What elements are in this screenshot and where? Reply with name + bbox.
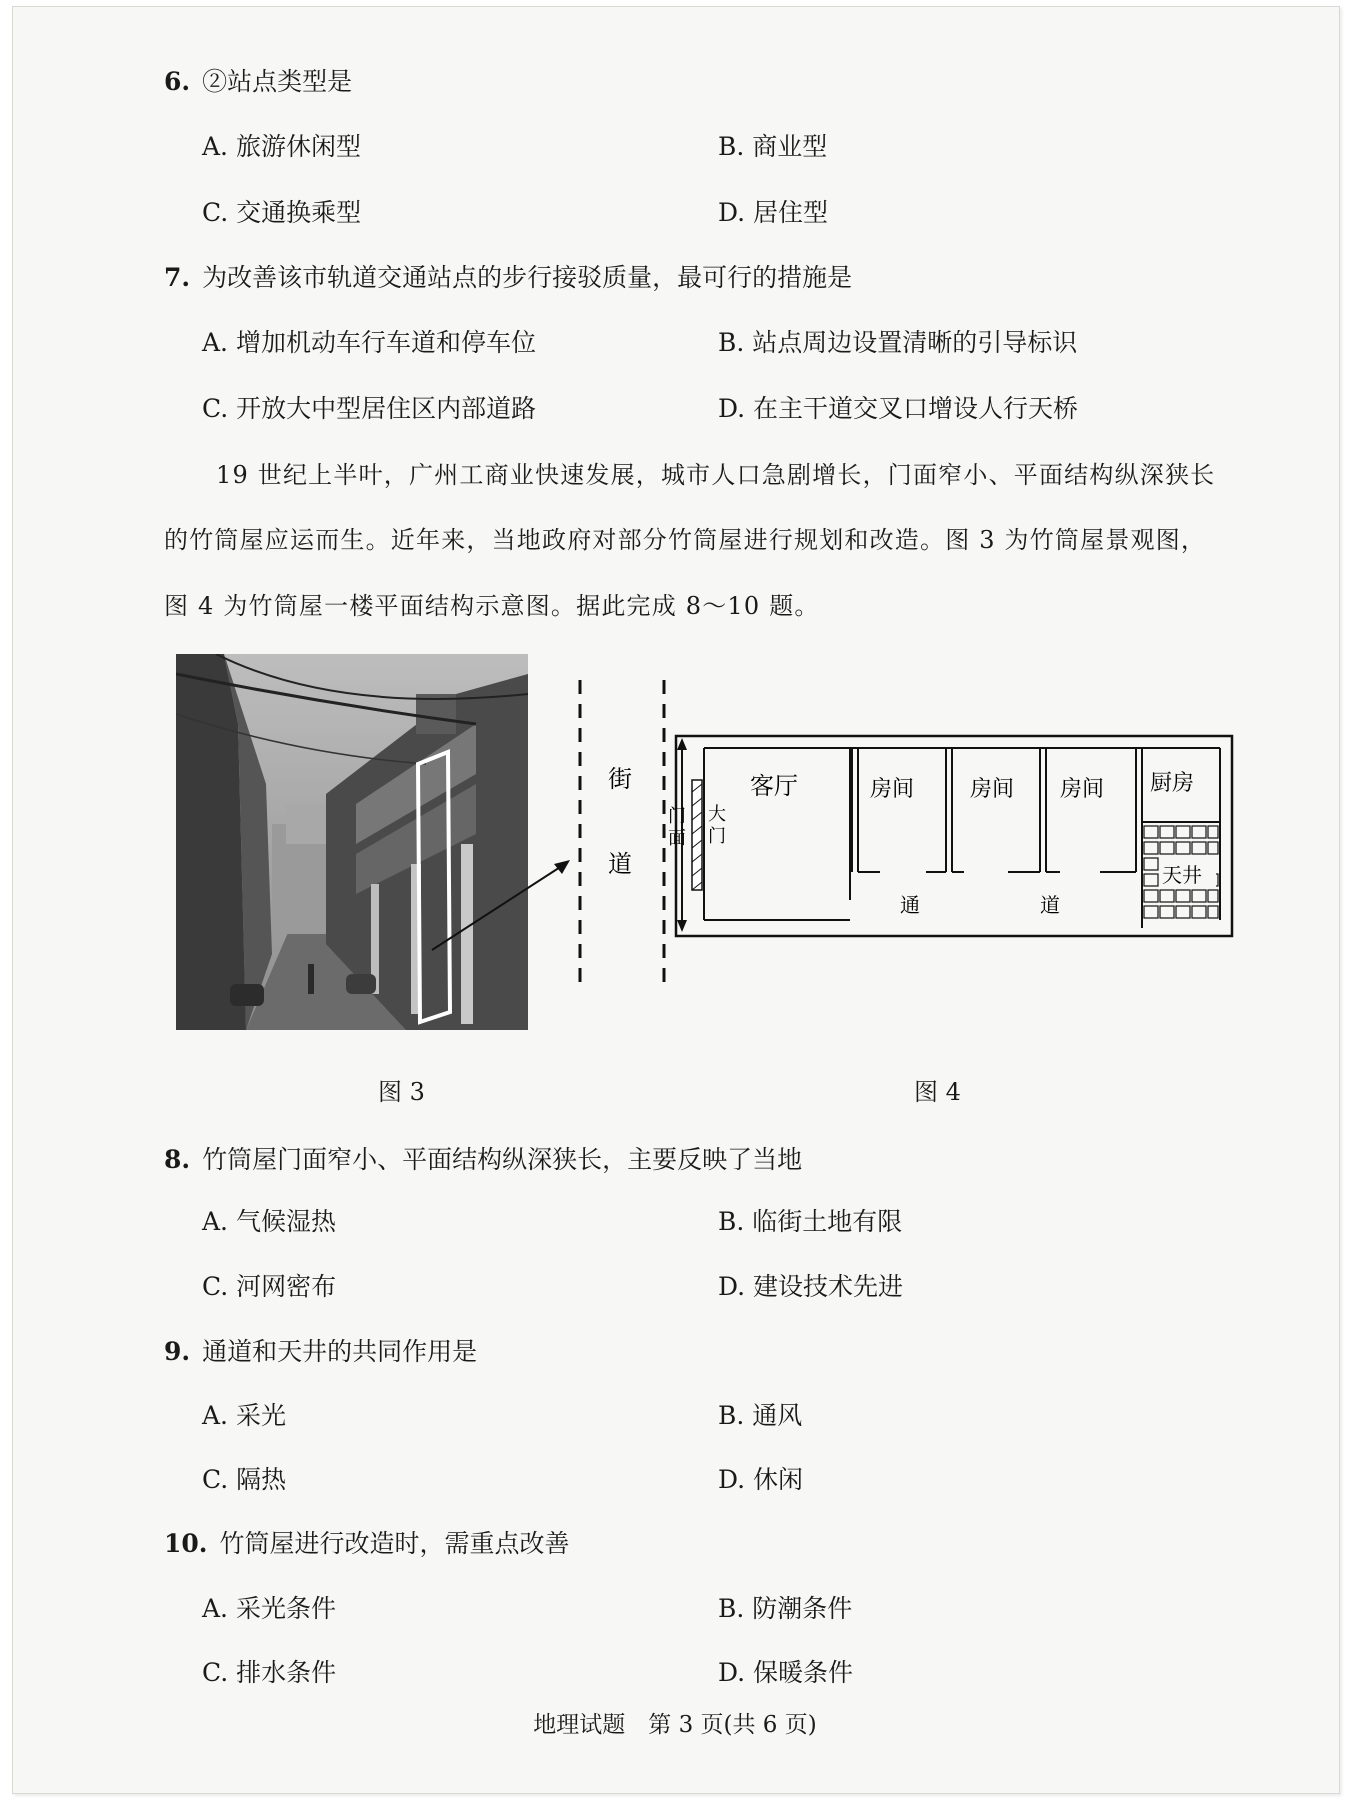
option-b: B. 通风 — [718, 1401, 803, 1430]
option-c: C. 开放大中型居住区内部道路 — [202, 394, 537, 423]
option-d: D. 在主干道交叉口增设人行天桥 — [718, 394, 1079, 423]
question-7 — [164, 258, 852, 294]
courtyard-label: 天井 — [1162, 863, 1202, 887]
figure-4-floor-plan — [560, 672, 1260, 992]
figure-4-caption: 图 4 — [914, 1078, 961, 1106]
street-label: 街 — [608, 765, 632, 793]
question-stem: 为改善该市轨道交通站点的步行接驳质量，最可行的措施是 — [202, 263, 853, 292]
question-stem: 竹筒屋门面窄小、平面结构纵深狭长，主要反映了当地 — [202, 1145, 803, 1174]
question-stem: 竹筒屋进行改造时，需重点改善 — [219, 1529, 570, 1558]
passage-line-3: 图 4 为竹筒屋一楼平面结构示意图。据此完成 8～10 题。 — [164, 592, 820, 620]
figure-3-photo — [176, 654, 528, 1030]
option-a: A. 增加机动车行车道和停车位 — [202, 328, 536, 357]
corridor-label: 道 — [1040, 893, 1060, 917]
passage-line-1: 19 世纪上半叶，广州工商业快速发展，城市人口急剧增长，门面窄小、平面结构纵深狭长 — [216, 461, 1216, 489]
question-stem: ②站点类型是 — [202, 67, 353, 96]
question-number: 10. — [164, 1529, 208, 1558]
option-a: A. 旅游休闲型 — [202, 132, 361, 161]
question-number: 6. — [164, 67, 191, 96]
option-c: C. 排水条件 — [202, 1658, 337, 1687]
kitchen-label: 厨房 — [1150, 771, 1195, 796]
gate-label: 门 — [708, 826, 726, 847]
question-10 — [164, 1524, 570, 1560]
facade-label: 面 — [668, 828, 686, 849]
question-6 — [164, 62, 352, 98]
option-d: D. 保暖条件 — [718, 1658, 854, 1687]
question-number: 7. — [164, 263, 191, 292]
passage-line-2: 的竹筒屋应运而生。近年来，当地政府对部分竹筒屋进行规划和改造。图 3 为竹筒屋景观图， — [164, 526, 1207, 554]
option-b: B. 商业型 — [718, 132, 828, 161]
question-9 — [164, 1332, 477, 1368]
option-b: B. 临街土地有限 — [718, 1207, 903, 1236]
option-c: C. 交通换乘型 — [202, 198, 362, 227]
room-2-label: 房间 — [970, 777, 1015, 802]
gate — [692, 780, 702, 890]
figure-3-caption: 图 3 — [378, 1078, 425, 1106]
option-b: B. 防潮条件 — [718, 1594, 853, 1623]
facade-label: 门 — [668, 806, 686, 827]
page-footer: 地理试题 第 3 页(共 6 页) — [533, 1712, 817, 1738]
option-a: A. 采光条件 — [202, 1594, 336, 1623]
question-number: 9. — [164, 1337, 191, 1366]
gate-label: 大 — [708, 804, 726, 825]
option-c: C. 隔热 — [202, 1465, 287, 1494]
living-room-label: 客厅 — [750, 772, 798, 800]
room-1-label: 房间 — [870, 777, 915, 802]
room-3-label: 房间 — [1060, 777, 1105, 802]
option-c: C. 河网密布 — [202, 1272, 337, 1301]
corridor-label: 通 — [900, 893, 920, 917]
pointer-arrow — [420, 850, 580, 960]
option-a: A. 采光 — [202, 1401, 286, 1430]
street-label: 道 — [608, 850, 632, 878]
option-d: D. 建设技术先进 — [718, 1272, 904, 1301]
option-d: D. 居住型 — [718, 198, 829, 227]
question-stem: 通道和天井的共同作用是 — [202, 1337, 478, 1366]
question-number: 8. — [164, 1145, 191, 1174]
option-d: D. 休闲 — [718, 1465, 804, 1494]
question-8 — [164, 1140, 802, 1176]
option-a: A. 气候湿热 — [202, 1207, 336, 1236]
option-b: B. 站点周边设置清晰的引导标识 — [718, 328, 1078, 357]
